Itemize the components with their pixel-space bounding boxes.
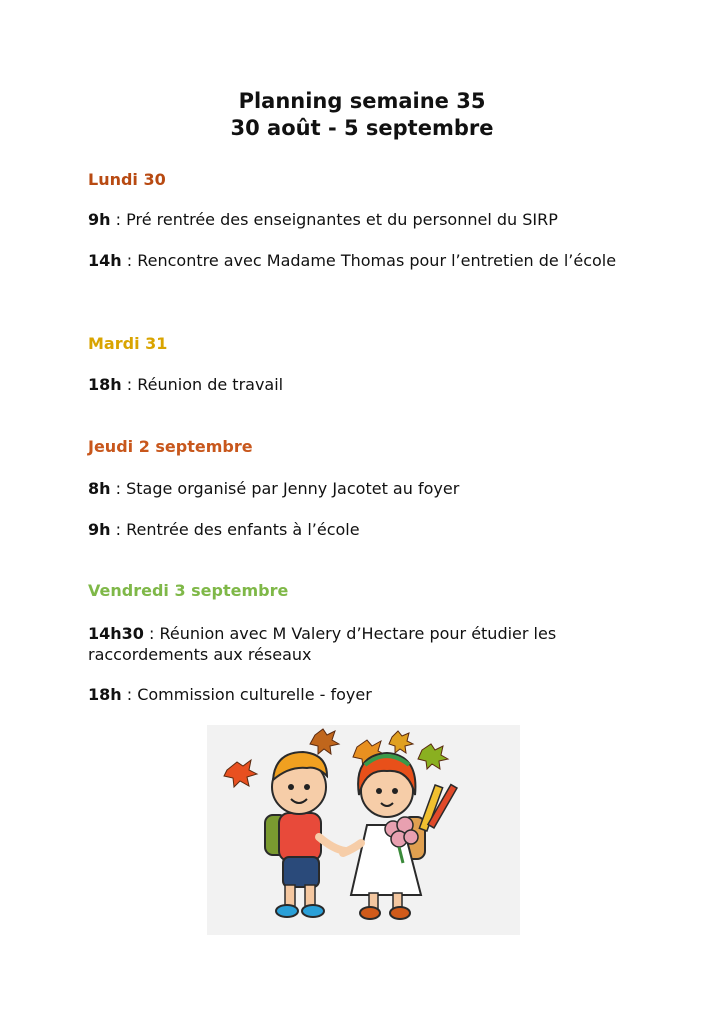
title-line-1: Planning semaine 35 [238,89,486,113]
entry-text: : Rentrée des enfants à l’école [110,520,360,539]
title-line-2: 30 août - 5 septembre [230,116,494,140]
schedule-entry [88,623,628,665]
page-title [0,88,724,142]
day-heading-lundi: Lundi 30 [88,170,166,189]
schedule-entry [88,374,628,395]
children-walking-autumn-illustration [207,725,520,935]
entry-text: : Réunion de travail [121,375,284,394]
entry-time: 14h [88,251,122,270]
day-heading-jeudi: Jeudi 2 septembre [88,437,253,456]
entry-time: 18h [88,375,122,394]
schedule-entry [88,684,628,705]
entry-time: 9h [88,210,111,229]
schedule-entry [88,519,628,540]
entry-text: : Pré rentrée des enseignantes et du personnel du SIRP [110,210,558,229]
day-heading-mardi: Mardi 31 [88,334,168,353]
entry-text: : Rencontre avec Madame Thomas pour l’entretien de l’école [121,251,617,270]
pencil-icon [419,785,457,831]
entry-text: : Réunion avec M Valery d’Hectare pour étudier les raccordements aux réseaux [88,624,557,664]
entry-time: 9h [88,520,111,539]
entry-time: 8h [88,479,111,498]
entry-text: : Stage organisé par Jenny Jacotet au foyer [110,479,460,498]
entry-time: 18h [88,685,122,704]
boy-illustration [265,752,345,917]
schedule-entry [88,209,628,230]
schedule-entry [88,478,628,499]
schedule-entry [88,250,628,271]
girl-illustration [351,753,457,919]
entry-text: : Commission culturelle - foyer [121,685,372,704]
day-heading-vendredi: Vendredi 3 septembre [88,581,289,600]
entry-time: 14h30 [88,624,144,643]
